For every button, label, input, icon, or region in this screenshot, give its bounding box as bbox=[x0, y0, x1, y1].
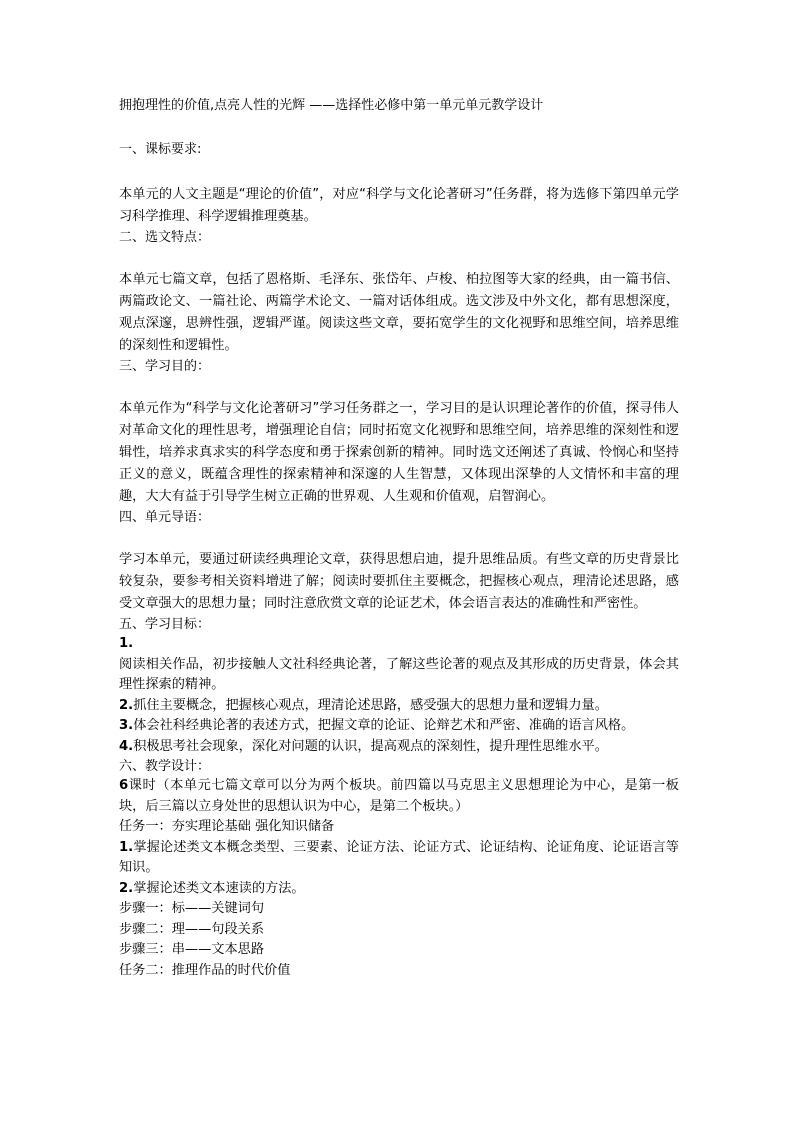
section-body-selection: 本单元七篇文章，包括了恩格斯、毛泽东、张岱年、卢梭、柏拉图等大家的经典，由一篇书信、两篇政论文、一篇社论、两篇学术论文、一篇对话体组成。选文涉及中外文化，都有思想深度，观点深邃，思辨性强，逻辑严谨。阅读这些文章，要拓宽学生的文化视野和思维空间，培养思维的深刻性和逻辑性。 bbox=[119, 272, 679, 353]
task-one-item-2: 2.掌握论述类文本速读的方法。 bbox=[119, 880, 305, 896]
objective-2: 2.抓住主要概念，把握核心观点，理清论述思路，感受强大的思想力量和逻辑力量。 bbox=[119, 697, 608, 713]
section-heading-design: 六、教学设计： bbox=[119, 759, 211, 774]
document-page bbox=[119, 96, 679, 981]
step-2: 步骤二：理——句段关系 bbox=[119, 921, 265, 937]
section-body-purpose: 本单元作为“科学与文化论著研习”学习任务群之一，学习目的是认识理论著作的价值，探寻伟人对革命文化的理性思考，增强理论自信；同时拓宽文化视野和思维空间，培养思维的深刻性和逻辑性，培养求真求实的科学态度和勇于探索创新的精神。同时选文还阐述了真诚、怜悯心和坚持正义的意义，既蕴含理性的探索精神和深邃的人生智慧，又体现出深挚的人文情怀和丰富的理趣，大大有益于引导学生树立正确的世界观、人生观和价值观，启智润心。 bbox=[119, 401, 679, 504]
task-two-heading: 任务二：推理作品的时代价值 bbox=[119, 962, 291, 978]
task-one-item-1: 1.掌握论述类文本概念类型、三要素、论证方法、论证方式、论证结构、论证角度、论证语言等知识。 bbox=[119, 839, 679, 875]
section-heading-selection: 二、选文特点： bbox=[119, 230, 211, 245]
task-one-heading: 任务一：夯实理论基础 强化知识储备 bbox=[119, 819, 335, 834]
objective-number-1: 1. bbox=[119, 636, 134, 651]
objective-4: 4.积极思考社会现象，深化对问题的认识，提高观点的深刻性，提升理性思维水平。 bbox=[119, 738, 608, 754]
objective-3: 3.体会社科经典论著的表述方式，把握文章的论证、论辩艺术和严密、准确的语言风格。 bbox=[119, 718, 635, 733]
section-heading-objectives: 五、学习目标： bbox=[119, 617, 211, 632]
step-1: 步骤一：标——关键词句 bbox=[119, 901, 265, 916]
section-heading-standards: 一、课标要求: bbox=[119, 142, 202, 157]
objective-1: 阅读相关作品，初步接触人文社科经典论著，了解这些论著的观点及其形成的历史背景，体会其理性探索的精神。 bbox=[119, 656, 679, 692]
section-body-intro: 学习本单元，要通过研读经典理论文章，获得思想启迪，提升思维品质。有些文章的历史背景比较复杂，要参考相关资料增进了解；阅读时要抓住主要概念，把握核心观点，理清论述思路，感受文章强大的思想力量；同时注意欣赏文章的论证艺术，体会语言表达的准确性和严密性。 bbox=[119, 552, 679, 611]
section-heading-purpose: 三、学习目的： bbox=[119, 359, 211, 374]
section-body-standards: 本单元的人文主题是“理论的价值”，对应“科学与文化论著研习”任务群，将为选修下第四单元学习科学推理、科学逻辑推理奠基。 bbox=[119, 187, 679, 224]
design-lesson-count: 6课时（本单元七篇文章可以分为两个板块。前四篇以马克思主义思想理论为中心，是第一板块，后三篇以立身处世的思想认识为中心，是第二个板块。） bbox=[119, 778, 679, 814]
document-title: 拥抱理性的价值,点亮人性的光辉 ——选择性必修中第一单元单元教学设计 bbox=[119, 98, 544, 113]
section-heading-intro: 四、单元导语： bbox=[119, 510, 211, 525]
step-3: 步骤三：串——文本思路 bbox=[119, 942, 265, 957]
